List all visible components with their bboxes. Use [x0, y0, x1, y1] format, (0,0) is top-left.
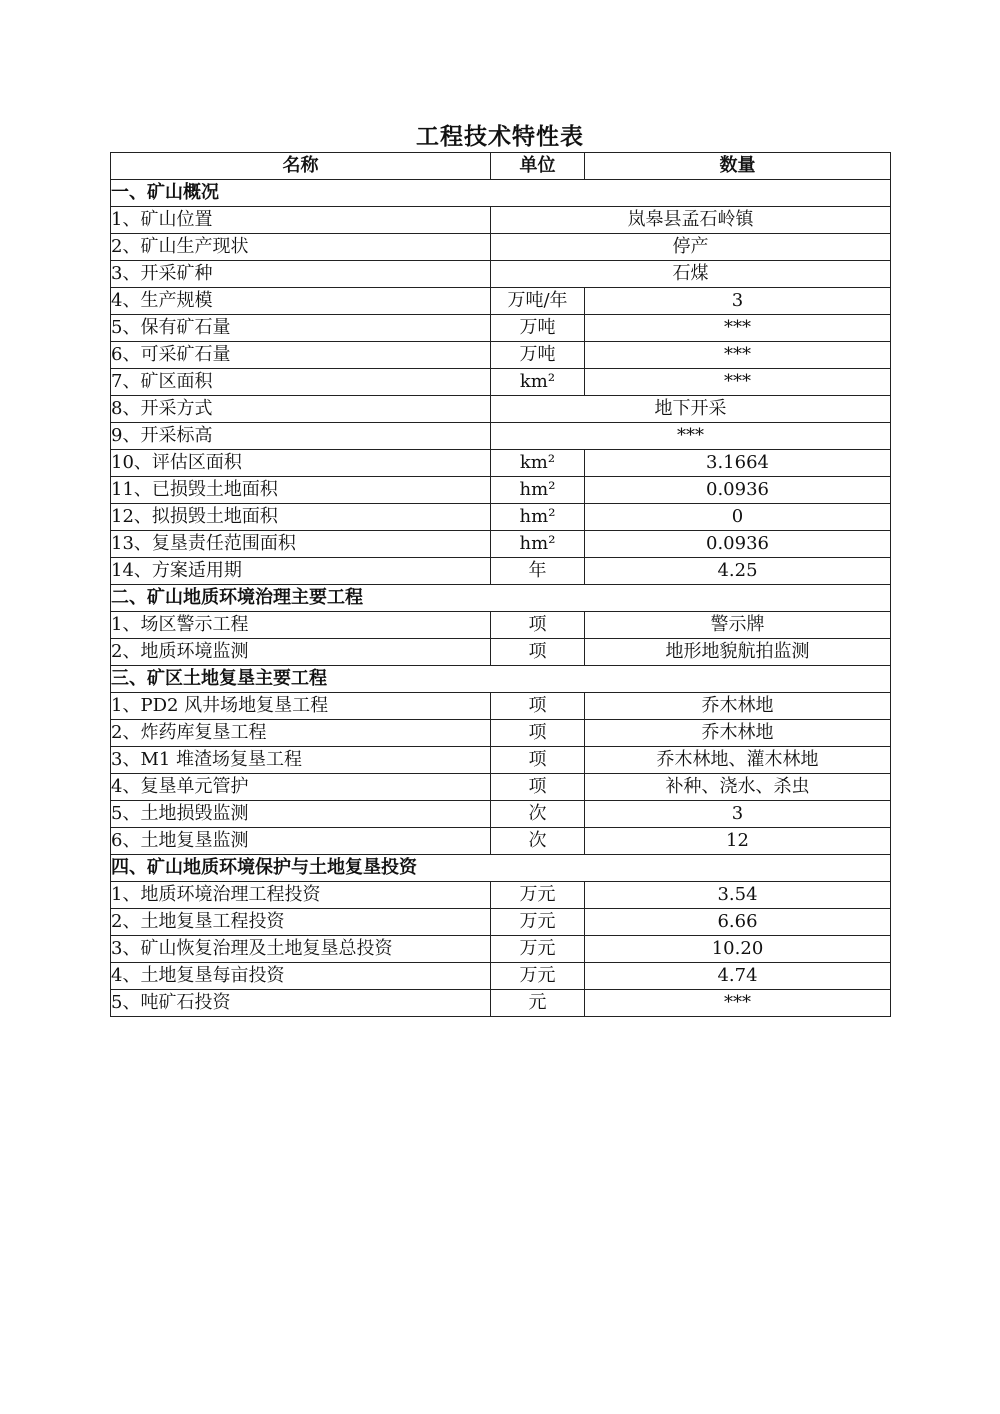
row-quantity: 6.66 — [585, 909, 891, 936]
table-row — [111, 234, 891, 261]
table-row — [111, 882, 891, 909]
row-quantity: *** — [585, 369, 891, 396]
table-row — [111, 450, 891, 477]
row-name: 1、地质环境治理工程投资 — [111, 882, 491, 909]
row-quantity: 石煤 — [491, 261, 891, 288]
row-quantity: 0.0936 — [585, 531, 891, 558]
table-row — [111, 828, 891, 855]
row-name: 5、土地损毁监测 — [111, 801, 491, 828]
row-unit: hm² — [491, 531, 585, 558]
row-name: 4、复垦单元管护 — [111, 774, 491, 801]
row-unit: hm² — [491, 477, 585, 504]
header-quantity: 数量 — [585, 153, 891, 180]
table-row — [111, 990, 891, 1017]
table-row — [111, 936, 891, 963]
table-row — [111, 909, 891, 936]
table-row — [111, 477, 891, 504]
table-row — [111, 288, 891, 315]
section-heading: 二、矿山地质环境治理主要工程 — [111, 585, 891, 612]
row-quantity: 地形地貌航拍监测 — [585, 639, 891, 666]
section-heading: 一、矿山概况 — [111, 180, 891, 207]
row-quantity: 停产 — [491, 234, 891, 261]
row-name: 2、矿山生产现状 — [111, 234, 491, 261]
row-name: 11、已损毁土地面积 — [111, 477, 491, 504]
section-heading: 四、矿山地质环境保护与土地复垦投资 — [111, 855, 891, 882]
table-row — [111, 612, 891, 639]
row-name: 12、拟损毁土地面积 — [111, 504, 491, 531]
row-unit: 项 — [491, 774, 585, 801]
row-unit: km² — [491, 369, 585, 396]
row-name: 2、地质环境监测 — [111, 639, 491, 666]
row-name: 3、M1 堆渣场复垦工程 — [111, 747, 491, 774]
section-row — [111, 180, 891, 207]
page-title: 工程技术特性表 — [416, 124, 584, 150]
section-heading: 三、矿区土地复垦主要工程 — [111, 666, 891, 693]
row-name: 14、方案适用期 — [111, 558, 491, 585]
row-quantity: 0 — [585, 504, 891, 531]
header-name: 名称 — [111, 153, 491, 180]
row-unit: 项 — [491, 720, 585, 747]
row-name: 3、矿山恢复治理及土地复垦总投资 — [111, 936, 491, 963]
table-row — [111, 261, 891, 288]
table-body — [111, 180, 891, 1017]
table-row — [111, 720, 891, 747]
table-row — [111, 423, 891, 450]
row-unit: 万吨/年 — [491, 288, 585, 315]
row-quantity: 12 — [585, 828, 891, 855]
row-unit: 项 — [491, 612, 585, 639]
table-row — [111, 531, 891, 558]
row-quantity: 乔木林地 — [585, 720, 891, 747]
table-row — [111, 747, 891, 774]
section-row — [111, 666, 891, 693]
table-row — [111, 963, 891, 990]
row-name: 8、开采方式 — [111, 396, 491, 423]
row-unit: 万元 — [491, 882, 585, 909]
row-quantity: 地下开采 — [491, 396, 891, 423]
row-quantity: 10.20 — [585, 936, 891, 963]
table-row — [111, 774, 891, 801]
table-row — [111, 207, 891, 234]
table-row — [111, 369, 891, 396]
row-quantity: *** — [585, 315, 891, 342]
table-row — [111, 396, 891, 423]
row-unit: 次 — [491, 801, 585, 828]
row-quantity: 乔木林地 — [585, 693, 891, 720]
row-unit: 项 — [491, 693, 585, 720]
row-quantity: 岚皋县孟石岭镇 — [491, 207, 891, 234]
row-quantity: *** — [491, 423, 891, 450]
row-unit: 项 — [491, 639, 585, 666]
table-header-row — [111, 153, 891, 180]
row-quantity: 4.25 — [585, 558, 891, 585]
row-unit: km² — [491, 450, 585, 477]
row-quantity: 警示牌 — [585, 612, 891, 639]
row-unit: 项 — [491, 747, 585, 774]
row-quantity: 3.54 — [585, 882, 891, 909]
row-name: 5、保有矿石量 — [111, 315, 491, 342]
row-quantity: 0.0936 — [585, 477, 891, 504]
table-row — [111, 315, 891, 342]
section-row — [111, 585, 891, 612]
row-quantity: 3 — [585, 288, 891, 315]
row-quantity: *** — [585, 342, 891, 369]
row-quantity: 3.1664 — [585, 450, 891, 477]
row-name: 13、复垦责任范围面积 — [111, 531, 491, 558]
table-row — [111, 639, 891, 666]
row-name: 10、评估区面积 — [111, 450, 491, 477]
row-name: 5、吨矿石投资 — [111, 990, 491, 1017]
table-row — [111, 504, 891, 531]
row-quantity: 补种、浇水、杀虫 — [585, 774, 891, 801]
row-unit: 次 — [491, 828, 585, 855]
row-name: 2、炸药库复垦工程 — [111, 720, 491, 747]
row-name: 7、矿区面积 — [111, 369, 491, 396]
row-quantity: 乔木林地、灌木林地 — [585, 747, 891, 774]
row-name: 9、开采标高 — [111, 423, 491, 450]
row-unit: 万元 — [491, 909, 585, 936]
row-name: 1、矿山位置 — [111, 207, 491, 234]
row-name: 2、土地复垦工程投资 — [111, 909, 491, 936]
row-name: 3、开采矿种 — [111, 261, 491, 288]
row-unit: 万吨 — [491, 315, 585, 342]
row-name: 1、PD2 风井场地复垦工程 — [111, 693, 491, 720]
row-name: 4、土地复垦每亩投资 — [111, 963, 491, 990]
table-row — [111, 558, 891, 585]
row-name: 4、生产规模 — [111, 288, 491, 315]
row-name: 1、场区警示工程 — [111, 612, 491, 639]
row-unit: 年 — [491, 558, 585, 585]
table-row — [111, 693, 891, 720]
row-unit: hm² — [491, 504, 585, 531]
row-unit: 万元 — [491, 936, 585, 963]
row-name: 6、可采矿石量 — [111, 342, 491, 369]
header-unit: 单位 — [491, 153, 585, 180]
spec-table — [110, 152, 891, 1017]
table-row — [111, 801, 891, 828]
table-row — [111, 342, 891, 369]
row-unit: 元 — [491, 990, 585, 1017]
row-quantity: 3 — [585, 801, 891, 828]
row-unit: 万吨 — [491, 342, 585, 369]
row-name: 6、土地复垦监测 — [111, 828, 491, 855]
row-unit: 万元 — [491, 963, 585, 990]
row-quantity: *** — [585, 990, 891, 1017]
row-quantity: 4.74 — [585, 963, 891, 990]
section-row — [111, 855, 891, 882]
